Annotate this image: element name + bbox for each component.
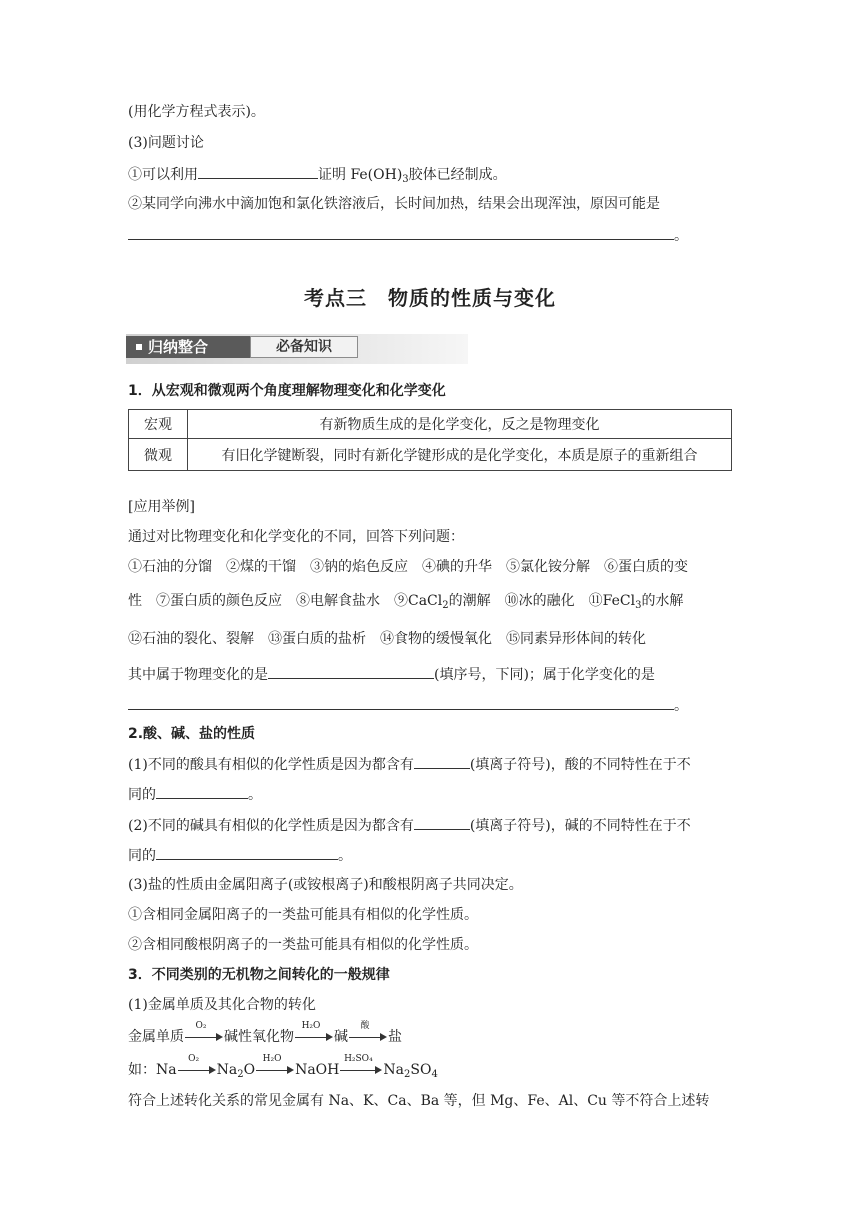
- text-line: (1)金属单质及其化合物的转化: [128, 997, 316, 1013]
- reaction-chain-general: [128, 1021, 402, 1047]
- text: 性 ⑦蛋白质的颜色反应 ⑧电解食盐水 ⑨CaCl: [128, 593, 443, 609]
- heading-2: 2.酸、碱、盐的性质: [128, 726, 256, 742]
- arrow-icon: [295, 1021, 333, 1044]
- comparison-table: [128, 409, 732, 471]
- banner-left-tab: [126, 336, 250, 358]
- answer-blank[interactable]: [414, 754, 470, 769]
- text: 金属单质: [128, 1029, 184, 1045]
- text-line: [128, 225, 688, 246]
- text: O: [243, 1062, 256, 1078]
- text: (填离子符号)，酸的不同特性在于不: [469, 757, 691, 773]
- text: 证明 Fe(OH): [318, 167, 403, 183]
- banner-left-label: 归纳整合: [148, 338, 209, 356]
- table-cell-value: 有新物质生成的是化学变化，反之是物理变化: [188, 410, 732, 439]
- items-line-1: ①石油的分馏 ②煤的干馏 ③钠的焰色反应 ④碘的升华 ⑤氯化铵分解 ⑥蛋白质的变: [128, 559, 688, 575]
- subscript: 3: [402, 174, 409, 185]
- text: 的潮解 ⑩冰的融化 ⑪FeCl: [448, 593, 636, 609]
- arrow-icon: [349, 1021, 387, 1044]
- items-line-2: [128, 591, 683, 611]
- arrow-label: H₂O: [301, 1021, 321, 1031]
- text: (1)不同的酸具有相似的化学性质是因为都含有: [128, 757, 414, 773]
- answer-blank[interactable]: [156, 784, 248, 799]
- answer-blank[interactable]: [198, 164, 318, 179]
- table-row: [129, 410, 732, 439]
- text: Na: [216, 1062, 238, 1078]
- answer-blank[interactable]: [156, 845, 338, 860]
- items-line-3: ⑫石油的裂化、裂解 ⑬蛋白质的盐析 ⑭食物的缓慢氧化 ⑮同素异形体间的转化: [128, 631, 646, 647]
- arrow-icon: [340, 1054, 382, 1077]
- question-line: [128, 664, 655, 685]
- text: 碱: [334, 1029, 348, 1045]
- text-line: [128, 754, 691, 775]
- reaction-chain-example: [128, 1054, 438, 1080]
- arrow-label: H₂SO₄: [344, 1054, 373, 1064]
- arrow-label: O₂: [188, 1054, 200, 1064]
- apply-label: [应用举例]: [128, 499, 195, 515]
- subscript: 3: [635, 600, 642, 611]
- text-line: [128, 815, 691, 836]
- subscript: 2: [442, 600, 449, 611]
- text-line: (3)盐的性质由金属阳离子(或铵根离子)和酸根阴离子共同决定。: [128, 877, 523, 893]
- intro-text: 通过对比物理变化和化学变化的不同，回答下列问题：: [128, 529, 464, 545]
- heading-3: 3．不同类别的无机物之间转化的一般规律: [128, 967, 390, 983]
- text-line: [128, 133, 204, 153]
- section-title: 考点三 物质的性质与变化: [304, 286, 556, 310]
- text-line: [128, 845, 352, 866]
- text-line: [128, 164, 507, 185]
- text: NaOH: [295, 1062, 340, 1078]
- arrow-label: O₂: [195, 1021, 207, 1031]
- text: 碱性氧化物: [224, 1029, 294, 1045]
- arrow-icon: [178, 1054, 216, 1077]
- square-icon: [136, 344, 142, 350]
- text-line: [128, 784, 262, 805]
- text: ①可以利用: [128, 167, 198, 183]
- answer-blank[interactable]: [268, 664, 434, 679]
- text: (填离子符号)，碱的不同特性在于不: [469, 818, 691, 834]
- text: 同的: [128, 848, 156, 864]
- text: 的水解: [641, 593, 684, 609]
- text-line: ②含相同酸根阴离子的一类盐可能具有相似的化学性质。: [128, 937, 478, 953]
- subscript: 4: [431, 1069, 438, 1080]
- answer-blank[interactable]: [414, 815, 470, 830]
- table-cell-key: 宏观: [129, 410, 188, 439]
- text: 同的: [128, 787, 156, 803]
- answer-blank[interactable]: [128, 225, 674, 240]
- text-line: [128, 194, 660, 214]
- text: 胶体已经制成。: [408, 167, 507, 183]
- answer-blank[interactable]: [128, 695, 674, 710]
- subscript: 2: [237, 1069, 244, 1080]
- text: 。: [674, 228, 688, 244]
- text-line: 符合上述转化关系的常见金属有 Na、K、Ca、Ba 等，但 Mg、Fe、Al、Cu 等不符合上述转: [128, 1093, 710, 1109]
- banner-right-tab: 必备知识: [250, 336, 358, 358]
- table-cell-value: 有旧化学键断裂，同时有新化学键形成的是化学变化，本质是原子的重新组合: [188, 439, 732, 471]
- text-line: ①含相同金属阳离子的一类盐可能具有相似的化学性质。: [128, 907, 478, 923]
- subscript: 2: [403, 1069, 411, 1080]
- text: (3)问题讨论: [128, 135, 204, 151]
- text: 。: [338, 848, 352, 864]
- arrow-icon: [185, 1021, 223, 1044]
- text: SO: [410, 1062, 432, 1078]
- arrow-label: 酸: [360, 1021, 370, 1031]
- question-line: [128, 695, 688, 716]
- text: (用化学方程式表示)。: [128, 104, 265, 120]
- text: 如：Na: [128, 1062, 177, 1078]
- text: (填序号，下同)；属于化学变化的是: [434, 667, 655, 683]
- text: 其中属于物理变化的是: [128, 667, 268, 683]
- text: 盐: [388, 1029, 402, 1045]
- text: 。: [674, 698, 688, 714]
- text: ②某同学向沸水中滴加饱和氯化铁溶液后，长时间加热，结果会出现浑浊，原因可能是: [128, 196, 660, 212]
- arrow-label: H₂O: [262, 1054, 282, 1064]
- text: Na: [383, 1062, 404, 1078]
- text: 。: [248, 787, 262, 803]
- table-row: [129, 439, 732, 471]
- heading-1: 1．从宏观和微观两个角度理解物理变化和化学变化: [128, 383, 446, 399]
- section-banner: [126, 334, 468, 364]
- text: (2)不同的碱具有相似的化学性质是因为都含有: [128, 818, 414, 834]
- table-cell-key: 微观: [129, 439, 188, 471]
- text-line: [128, 102, 265, 122]
- arrow-icon: [256, 1054, 294, 1077]
